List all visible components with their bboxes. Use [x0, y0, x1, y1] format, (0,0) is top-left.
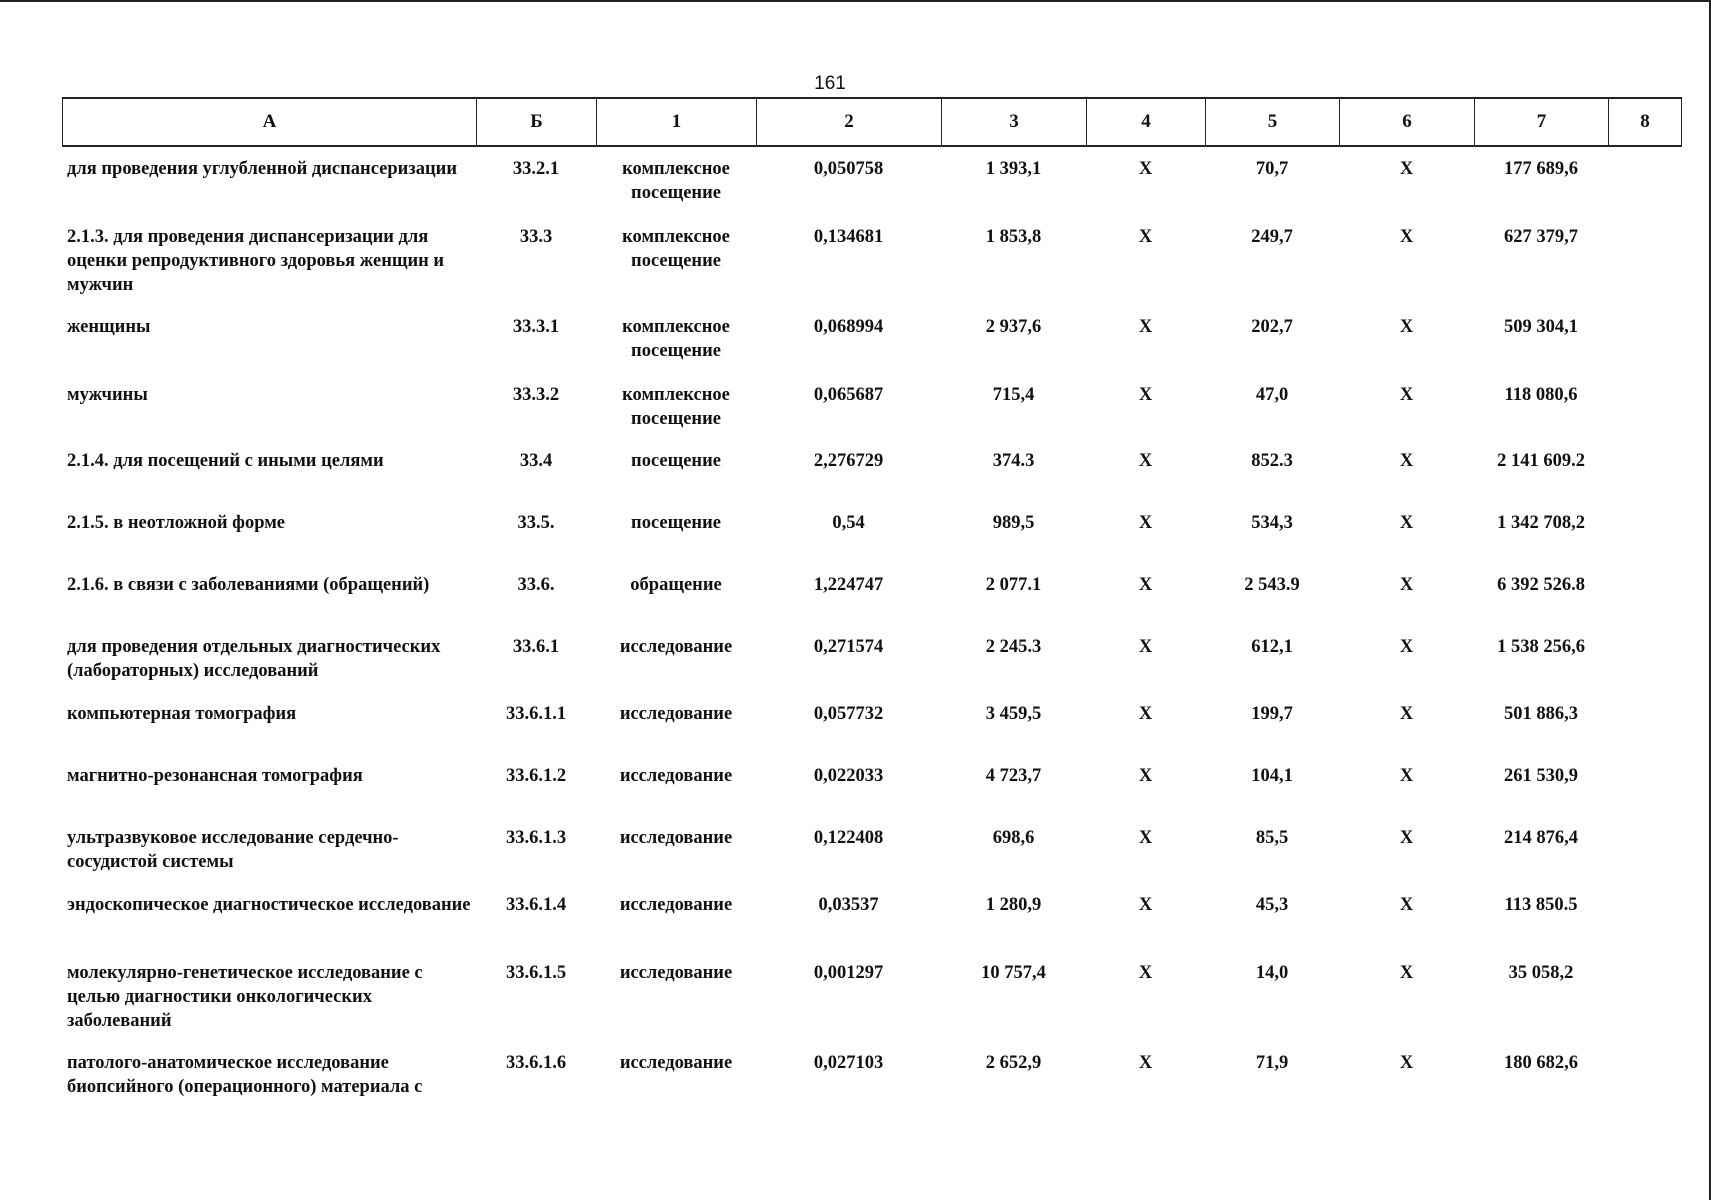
cell-row-number: 33.6.1.2: [505, 766, 567, 786]
cell-col-3: 989,5: [992, 513, 1035, 533]
cell-col-4: Х: [1138, 704, 1153, 724]
cell-col-7: 501 886,3: [1504, 704, 1578, 724]
table-row: [62, 511, 1682, 535]
cell-name: для проведения углубленной диспансеризации: [67, 159, 457, 179]
cell-col-5: 47,0: [1255, 385, 1289, 405]
cell-col-3: 2 245.3: [985, 637, 1042, 657]
cell-col-6: Х: [1399, 1053, 1414, 1073]
cell-col-7: 214 876,4: [1504, 828, 1578, 848]
cell-col-6: Х: [1399, 451, 1414, 471]
cell-col-2: 0,057732: [813, 704, 884, 724]
cell-col-6: Х: [1399, 317, 1414, 337]
cell-col-7: 6 392 526.8: [1497, 575, 1585, 595]
cell-col-2: 0,54: [832, 513, 865, 533]
cell-unit: исследование: [619, 637, 733, 657]
cell-col-2: 0,065687: [813, 385, 884, 405]
cell-unit: обращение: [630, 575, 722, 595]
cell-col-6: Х: [1399, 895, 1414, 915]
cell-col-4: Х: [1138, 1053, 1153, 1073]
cell-col-7: 627 379,7: [1504, 227, 1578, 247]
cell-unit: исследование: [619, 1053, 733, 1073]
cell-col-3: 1 393,1: [985, 159, 1042, 179]
cell-col-2: 0,122408: [813, 828, 884, 848]
cell-col-5: 14,0: [1255, 963, 1289, 983]
cell-col-5: 534,3: [1251, 513, 1293, 533]
cell-col-7: 180 682,6: [1504, 1053, 1578, 1073]
header-cell-5: 5: [1205, 97, 1339, 147]
cell-unit: исследование: [619, 895, 733, 915]
header-cell-1: 1: [596, 97, 756, 147]
table-row: [62, 225, 1682, 297]
cell-name: компьютерная томография: [67, 704, 297, 724]
cell-col-3: 1 280,9: [985, 895, 1042, 915]
cell-col-4: Х: [1138, 317, 1153, 337]
cell-col-7: 35 058,2: [1508, 963, 1574, 983]
table-row: [62, 826, 1682, 874]
cell-name: для проведения отдельных диагностических (лабораторных) исследований: [67, 637, 441, 681]
cell-col-3: 374.3: [992, 451, 1035, 471]
cell-col-7: 113 850.5: [1504, 895, 1578, 915]
cell-unit: комплексное посещение: [622, 385, 730, 429]
cell-name: магнитно-резонансная томография: [67, 766, 363, 786]
cell-row-number: 33.6.1: [512, 637, 560, 657]
cell-name: 2.1.6. в связи с заболеваниями (обращений): [67, 575, 430, 595]
cell-col-6: Х: [1399, 575, 1414, 595]
cell-col-7: 261 530,9: [1504, 766, 1578, 786]
cell-name: 2.1.5. в неотложной форме: [67, 513, 286, 533]
cell-col-6: Х: [1399, 828, 1414, 848]
table-row: [62, 573, 1682, 597]
cell-col-3: 1 853,8: [985, 227, 1042, 247]
cell-col-3: 3 459,5: [985, 704, 1042, 724]
header-cell-7: 7: [1474, 97, 1608, 147]
cell-col-5: 249,7: [1251, 227, 1293, 247]
header-cell-3: 3: [941, 97, 1086, 147]
cell-col-6: Х: [1399, 963, 1414, 983]
cell-row-number: 33.3.2: [512, 385, 560, 405]
cell-col-5: 45,3: [1255, 895, 1289, 915]
cell-row-number: 33.6.: [517, 575, 555, 595]
cell-col-4: Х: [1138, 895, 1153, 915]
cell-unit: посещение: [631, 513, 721, 533]
header-cell-b: Б: [476, 97, 596, 147]
cell-col-3: 4 723,7: [985, 766, 1042, 786]
cell-row-number: 33.6.1.1: [505, 704, 567, 724]
cell-col-2: 1,224747: [813, 575, 884, 595]
cell-unit: посещение: [631, 451, 721, 471]
cell-col-4: Х: [1138, 637, 1153, 657]
cell-unit: исследование: [619, 704, 733, 724]
cell-col-3: 2 652,9: [985, 1053, 1042, 1073]
cell-col-6: Х: [1399, 766, 1414, 786]
header-cell-4: 4: [1086, 97, 1205, 147]
cell-col-3: 715,4: [992, 385, 1035, 405]
cell-col-6: Х: [1399, 637, 1414, 657]
cell-col-6: Х: [1399, 227, 1414, 247]
cell-row-number: 33.3.1: [512, 317, 560, 337]
cell-col-2: 0,050758: [813, 159, 884, 179]
cell-row-number: 33.6.1.5: [505, 963, 567, 983]
cell-name: мужчины: [67, 385, 148, 405]
cell-name: патолого-анатомическое исследование биопсийного (операционного) материала с: [67, 1053, 423, 1097]
cell-row-number: 33.6.1.4: [505, 895, 567, 915]
cell-col-7: 509 304,1: [1504, 317, 1578, 337]
cell-name: 2.1.3. для проведения диспансеризации для оценки репродуктивного здоровья женщин и мужчин: [67, 227, 445, 295]
cell-col-5: 2 543.9: [1244, 575, 1300, 595]
cell-unit: комплексное посещение: [622, 159, 730, 203]
cell-col-2: 0,134681: [813, 227, 884, 247]
cell-col-4: Х: [1138, 963, 1153, 983]
cell-row-number: 33.6.1.3: [505, 828, 567, 848]
page-number: 161: [814, 73, 846, 94]
cell-row-number: 33.3: [519, 227, 553, 247]
cell-col-3: 2 077.1: [985, 575, 1042, 595]
cell-row-number: 33.5.: [517, 513, 555, 533]
header-cell-a: А: [62, 97, 476, 147]
cell-col-4: Х: [1138, 451, 1153, 471]
cell-col-5: 852.3: [1251, 451, 1293, 471]
cell-unit: комплексное посещение: [622, 227, 730, 271]
cell-col-4: Х: [1138, 227, 1153, 247]
cell-col-7: 1 342 708,2: [1497, 513, 1585, 533]
cell-col-2: 0,068994: [813, 317, 884, 337]
cell-col-7: 177 689,6: [1504, 159, 1578, 179]
cell-col-5: 199,7: [1251, 704, 1293, 724]
table-row: [62, 1051, 1682, 1099]
cell-col-4: Х: [1138, 575, 1153, 595]
table-row: [62, 383, 1682, 431]
header-cell-6: 6: [1339, 97, 1474, 147]
cell-unit: исследование: [619, 963, 733, 983]
table-row: [62, 157, 1682, 205]
cell-unit: комплексное посещение: [622, 317, 730, 361]
table-row: [62, 635, 1682, 683]
table-row: [62, 702, 1682, 726]
cell-row-number: 33.4: [519, 451, 553, 471]
cell-col-6: Х: [1399, 159, 1414, 179]
cell-col-2: 0,022033: [813, 766, 884, 786]
cell-col-3: 10 757,4: [981, 963, 1046, 983]
cell-col-2: 0,027103: [813, 1053, 884, 1073]
cell-col-3: 698,6: [992, 828, 1035, 848]
cell-name: молекулярно-генетическое исследование с целью диагностики онкологических заболеваний: [67, 963, 423, 1031]
table-row: [62, 449, 1682, 473]
cell-col-7: 118 080,6: [1504, 385, 1578, 405]
cell-col-5: 71,9: [1255, 1053, 1289, 1073]
cell-row-number: 33.6.1.6: [505, 1053, 567, 1073]
cell-col-5: 85,5: [1255, 828, 1289, 848]
cell-col-6: Х: [1399, 704, 1414, 724]
cell-col-5: 612,1: [1251, 637, 1293, 657]
cell-col-4: Х: [1138, 828, 1153, 848]
cell-col-6: Х: [1399, 385, 1414, 405]
table-row: [62, 893, 1682, 917]
cell-col-5: 70,7: [1255, 159, 1289, 179]
cell-col-2: 0,271574: [813, 637, 884, 657]
cell-col-5: 202,7: [1251, 317, 1293, 337]
cell-col-4: Х: [1138, 385, 1153, 405]
cell-name: ультразвуковое исследование сердечно-сосудистой системы: [67, 828, 399, 872]
cell-col-7: 2 141 609.2: [1497, 451, 1585, 471]
cell-unit: исследование: [619, 766, 733, 786]
header-cell-8: 8: [1608, 97, 1682, 147]
table-header: [62, 97, 1682, 147]
table-row: [62, 961, 1682, 1033]
cell-col-4: Х: [1138, 513, 1153, 533]
cell-col-4: Х: [1138, 766, 1153, 786]
table-row: [62, 764, 1682, 788]
cell-col-2: 0,03537: [818, 895, 879, 915]
cell-col-2: 2,276729: [813, 451, 884, 471]
header-cell-2: 2: [756, 97, 941, 147]
cell-col-7: 1 538 256,6: [1497, 637, 1585, 657]
cell-name: 2.1.4. для посещений с иными целями: [67, 451, 384, 471]
table-row: [62, 315, 1682, 363]
cell-col-2: 0,001297: [813, 963, 884, 983]
cell-col-5: 104,1: [1251, 766, 1293, 786]
cell-col-3: 2 937,6: [985, 317, 1042, 337]
cell-col-4: Х: [1138, 159, 1153, 179]
cell-col-6: Х: [1399, 513, 1414, 533]
cell-row-number: 33.2.1: [512, 159, 560, 179]
cell-unit: исследование: [619, 828, 733, 848]
cell-name: эндоскопическое диагностическое исследование: [67, 895, 471, 915]
cell-name: женщины: [67, 317, 151, 337]
